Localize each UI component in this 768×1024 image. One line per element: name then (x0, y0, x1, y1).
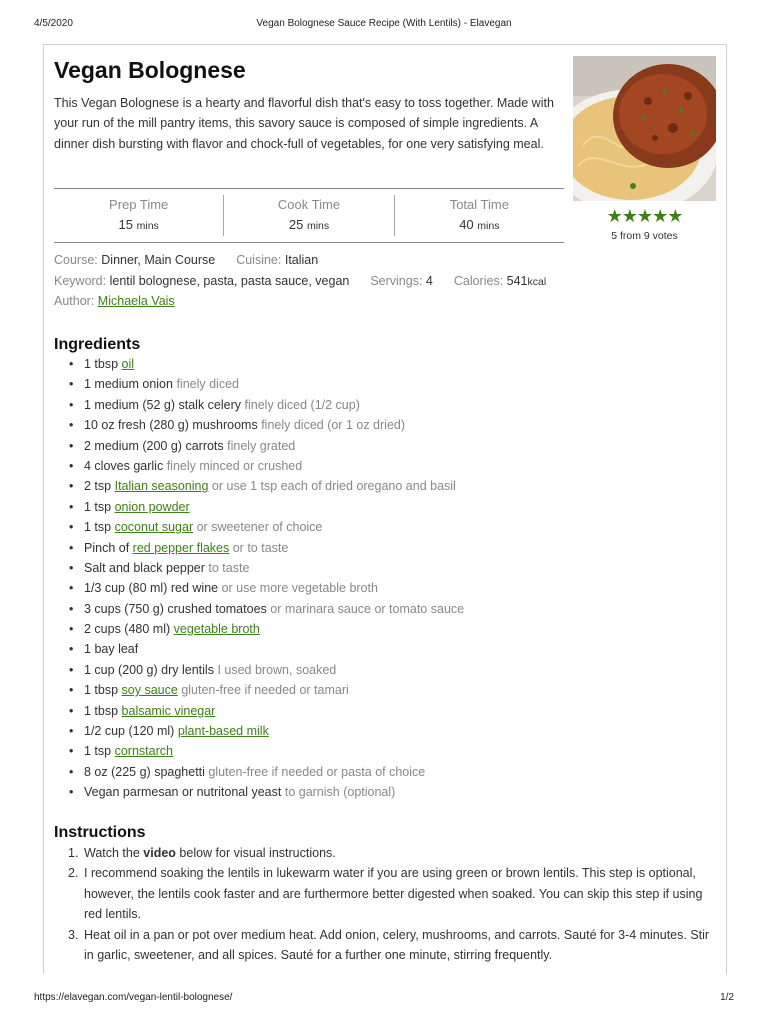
cook-time-unit: mins (306, 220, 330, 232)
ingredient-amount: 1 tbsp (84, 703, 119, 718)
print-url: https://elavegan.com/vegan-lentil-bolognese/ (34, 992, 233, 1003)
ingredient-amount: 2 cups (480 ml) (84, 622, 171, 637)
ingredient-note: or to taste (232, 540, 289, 555)
ingredient-item (54, 741, 654, 761)
ingredient-name: crushed tomatoes (167, 601, 267, 616)
ingredient-amount: 1/3 cup (80 ml) (84, 581, 168, 596)
meta-row-course (54, 253, 318, 267)
ingredient-amount: 1 tbsp (84, 683, 119, 698)
ingredient-amount: 4 cloves (84, 458, 130, 473)
ingredient-item (54, 639, 654, 659)
ingredient-amount: 1 (84, 642, 91, 657)
step-emphasis[interactable]: video (143, 846, 176, 860)
ingredients-list (54, 354, 654, 803)
print-page-number: 1/2 (720, 992, 734, 1003)
prep-time-unit: mins (136, 220, 159, 232)
prep-time-value: 15 (118, 217, 133, 232)
ingredient-item (54, 354, 654, 374)
ingredient-item (54, 538, 654, 558)
ingredient-item (54, 374, 654, 394)
ingredient-note: finely minced or crushed (166, 458, 303, 473)
ingredient-note: gluten-free if needed or pasta of choice (208, 764, 426, 779)
cook-time-value: 25 (288, 217, 304, 232)
cook-time (223, 195, 393, 236)
keyword-value: lentil bolognese, pasta, pasta sauce, vegan (109, 274, 350, 288)
ingredient-name: garlic (133, 458, 164, 473)
ingredient-item (54, 660, 654, 680)
instruction-step (54, 843, 714, 863)
rating-text: 5 from 9 votes (611, 230, 678, 242)
ingredient-item (54, 680, 654, 700)
ingredient-amount: 1 tsp (84, 520, 112, 535)
step-number: 1. (68, 846, 79, 860)
ingredient-note: finely grated (227, 438, 296, 453)
rating-stars[interactable]: ★★★★★ (606, 206, 683, 226)
ingredient-item (54, 782, 654, 802)
ingredient-item (54, 558, 654, 578)
ingredient-link[interactable]: red pepper flakes (132, 540, 230, 555)
ingredient-note: to taste (208, 560, 250, 575)
meta-row-keyword (54, 274, 546, 288)
ingredient-note: finely diced (or 1 oz dried) (261, 418, 406, 433)
ingredient-item (54, 619, 654, 639)
ingredient-amount: 1 medium (84, 377, 139, 392)
recipe-photo (573, 56, 716, 201)
ingredient-note: to garnish (optional) (284, 785, 396, 800)
total-time-unit: mins (477, 220, 500, 232)
step-text-after: below for visual instructions. (175, 846, 336, 860)
ingredient-amount: Pinch of (84, 540, 130, 555)
ingredient-link[interactable]: cornstarch (114, 744, 173, 759)
ingredient-item (54, 762, 654, 782)
ingredient-link[interactable]: balsamic vinegar (121, 703, 216, 718)
ingredient-amount: 1 medium (52 g) (84, 397, 176, 412)
cuisine-label: Cuisine: (236, 253, 282, 267)
ingredient-name: carrots (185, 438, 224, 453)
ingredient-name: Salt and black pepper (84, 560, 205, 575)
total-time-label: Total Time (449, 197, 509, 212)
calories-unit: kcal (527, 276, 547, 288)
ingredient-name: bay leaf (94, 642, 139, 657)
ingredient-item (54, 476, 654, 496)
keyword-label: Keyword: (54, 274, 107, 288)
step-number: 2. (68, 866, 79, 881)
ingredient-item (54, 599, 654, 619)
prep-time-label: Prep Time (109, 197, 169, 212)
cuisine-value: Italian (284, 253, 319, 267)
instruction-step (54, 925, 714, 966)
ingredient-link[interactable]: coconut sugar (114, 520, 194, 535)
ingredient-item (54, 517, 654, 537)
ingredient-name: dry lentils (161, 662, 214, 677)
ingredient-item (54, 415, 654, 435)
ingredient-amount: 1 tsp (84, 499, 112, 514)
ingredient-link[interactable]: oil (121, 357, 135, 371)
ingredient-amount: 10 oz fresh (280 g) (84, 418, 189, 433)
ingredient-note: I used brown, soaked (217, 662, 337, 677)
recipe-times (54, 188, 564, 243)
ingredient-note: or sweetener of choice (196, 520, 323, 535)
ingredient-note: or marinara sauce or tomato sauce (270, 601, 465, 616)
ingredient-amount: 1 tbsp (84, 357, 119, 371)
ingredient-note: gluten-free if needed or tamari (181, 683, 349, 698)
author-link[interactable]: Michaela Vais (97, 294, 175, 308)
cook-time-label: Cook Time (277, 197, 341, 212)
recipe-title: Vegan Bolognese (54, 57, 246, 83)
ingredient-link[interactable]: plant-based milk (177, 724, 269, 739)
prep-time (54, 195, 223, 236)
step-text: Heat oil in a pan or pot over medium heat. Add onion, celery, mushrooms, and carrots. Sauté for 3-4 minutes. Stir in garlic, sweetener, and all spices. Sauté for a further one minute, stirring frequently. (84, 927, 710, 963)
ingredient-amount: 2 medium (200 g) (84, 438, 182, 453)
ingredient-amount: 1/2 cup (120 ml) (84, 724, 175, 739)
print-page-title: Vegan Bolognese Sauce Recipe (With Lentils) - Elavegan (256, 18, 512, 29)
calories-value: 541 (506, 274, 528, 288)
ingredient-name: stalk celery (178, 397, 242, 412)
ingredient-link[interactable]: onion powder (114, 499, 190, 514)
ingredient-item (54, 395, 654, 415)
print-date: 4/5/2020 (34, 18, 73, 29)
ingredient-note: or use 1 tsp each of dried oregano and basil (211, 479, 456, 494)
ingredient-amount: 3 cups (750 g) (84, 601, 164, 616)
meta-row-author (54, 294, 175, 308)
ingredient-name: red wine (170, 581, 219, 596)
total-time-value: 40 (459, 217, 474, 232)
ingredient-link[interactable]: Italian seasoning (114, 479, 209, 494)
course-value: Dinner, Main Course (101, 253, 216, 267)
ingredient-item (54, 578, 654, 598)
ingredient-item (54, 436, 654, 456)
step-text: I recommend soaking the lentils in lukewarm water if you are using green or brown lentils. This step is optional, however, the lentils cook faster and are furthermore better digested when soaked. You can skip this step if using red lentils. (84, 866, 703, 922)
servings-label: Servings: (370, 274, 423, 288)
ingredient-name: onion (142, 377, 173, 392)
servings-value[interactable]: 4 (425, 274, 433, 288)
ingredient-amount: 1 cup (200 g) (84, 662, 158, 677)
ingredient-link[interactable]: vegetable broth (173, 622, 260, 637)
calories-label: Calories: (453, 274, 504, 288)
instruction-step (54, 863, 714, 924)
step-number: 3. (68, 927, 79, 942)
ingredient-link[interactable]: soy sauce (121, 683, 178, 698)
ingredient-name: spaghetti (154, 764, 205, 779)
ingredient-note: finely diced (1/2 cup) (244, 397, 360, 412)
ingredient-item (54, 721, 654, 741)
ingredient-name: Vegan parmesan or nutritonal yeast (84, 785, 282, 800)
step-text: Watch the (84, 846, 144, 860)
ingredient-note: finely diced (176, 377, 239, 392)
instructions-list (54, 843, 714, 965)
ingredient-amount: 8 oz (225 g) (84, 764, 151, 779)
course-label: Course: (54, 253, 98, 267)
recipe-summary: This Vegan Bolognese is a hearty and flavorful dish that's easy to toss together. Made with your run of the mill pantry items, this savory sauce is composed of simple ingredients. A dinner dish bursting with flavor and chock-full of vegetables, for one very satisfying meal. (54, 96, 554, 151)
author-label: Author: (54, 294, 95, 308)
instructions-heading: Instructions (54, 824, 146, 841)
ingredient-item (54, 701, 654, 721)
ingredient-amount: 2 tsp (84, 479, 112, 494)
ingredients-heading: Ingredients (54, 336, 141, 353)
ingredient-item (54, 497, 654, 517)
ingredient-name: mushrooms (192, 418, 258, 433)
ingredient-note: or use more vegetable broth (221, 581, 378, 596)
total-time (394, 195, 564, 236)
ingredient-amount: 1 tsp (84, 744, 112, 759)
ingredient-item (54, 456, 654, 476)
